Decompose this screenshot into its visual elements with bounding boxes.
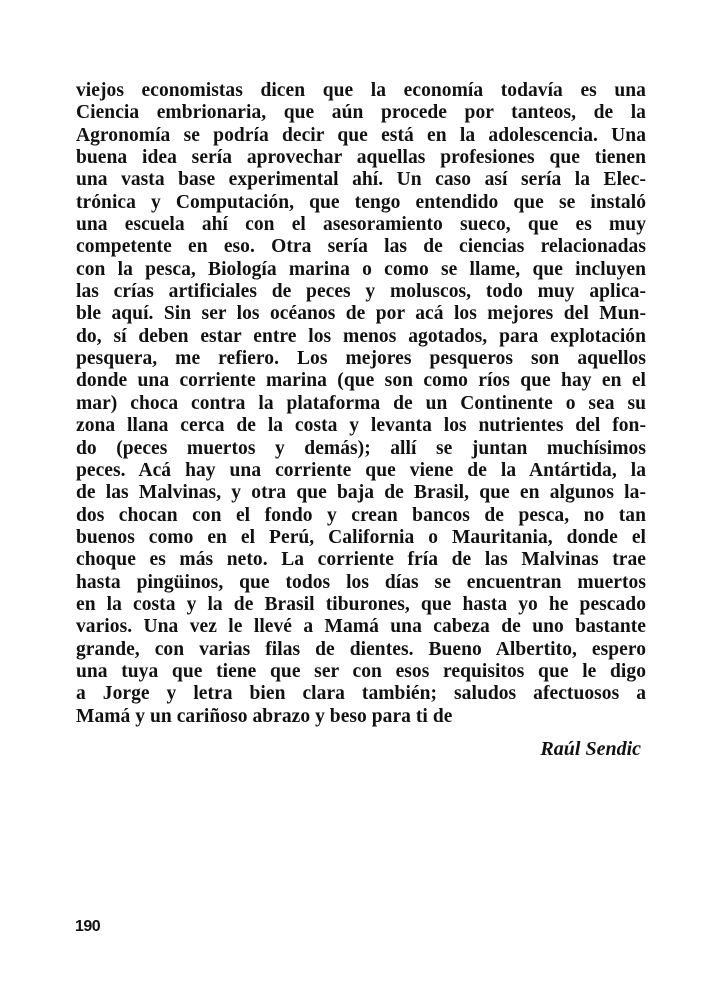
- text-line: buenos como en el Perú, California o Mauritania, donde el: [76, 526, 646, 548]
- text-line: en la costa y la de Brasil tiburones, que hasta yo he pescado: [76, 593, 646, 615]
- text-line: hasta pingüinos, que todos los días se encuentran muertos: [76, 571, 646, 593]
- text-line: una tuya que tiene que ser con esos requisitos que le digo: [76, 660, 646, 682]
- page-number: 190: [75, 918, 101, 935]
- text-line: choque es más neto. La corriente fría de las Malvinas trae: [76, 549, 646, 571]
- text-line: donde una corriente marina (que son como ríos que hay en el: [76, 370, 646, 392]
- text-line: dos chocan con el fondo y crean bancos de pesca, no tan: [76, 504, 646, 526]
- text-line: Ciencia embrionaria, que aún procede por tanteos, de la: [76, 102, 646, 124]
- text-line: viejos economistas dicen que la economía todavía es una: [76, 80, 646, 101]
- text-line: do, sí deben estar entre los menos agotados, para explotación: [76, 325, 646, 347]
- text-line: varios. Una vez le llevé a Mamá una cabeza de uno bastante: [76, 616, 646, 638]
- text-line: mar) choca contra la plataforma de un Continente o sea su: [76, 392, 646, 414]
- text-line: ble aquí. Sin ser los océanos de por acá los mejores del Mun-: [76, 303, 646, 325]
- text-line: zona llana cerca de la costa y levanta los nutrientes del fon-: [76, 415, 646, 437]
- text-line: las crías artificiales de peces y moluscos, todo muy aplica-: [76, 281, 646, 303]
- text-line: pesquera, me refiero. Los mejores pesqueros son aquellos: [76, 348, 646, 370]
- text-line: do (peces muertos y demás); allí se juntan muchísimos: [76, 437, 646, 459]
- text-line: Mamá y un cariñoso abrazo y beso para ti de: [76, 705, 453, 727]
- text-line: competente en eso. Otra sería las de ciencias relacionadas: [76, 236, 646, 258]
- text-line: trónica y Computación, que tengo entendido que se instaló: [76, 191, 646, 213]
- signature: Raúl Sendic: [540, 738, 641, 760]
- text-line: una escuela ahí con el asesoramiento sueco, que es muy: [76, 214, 646, 236]
- text-line: buena idea sería aprovechar aquellas profesiones que tienen: [76, 147, 646, 169]
- text-line: a Jorge y letra bien clara también; saludos afectuosos a: [76, 683, 646, 705]
- text-line: peces. Acá hay una corriente que viene de la Antártida, la: [76, 459, 646, 481]
- text-line: grande, con varias filas de dientes. Bueno Albertito, espero: [76, 638, 646, 660]
- letter-body: [76, 80, 646, 728]
- text-line: una vasta base experimental ahí. Un caso así sería la Elec-: [76, 169, 646, 191]
- text-line: de las Malvinas, y otra que baja de Brasil, que en algunos la-: [76, 482, 646, 504]
- text-line: Agronomía se podría decir que está en la adolescencia. Una: [76, 124, 646, 146]
- text-line: con la pesca, Biología marina o como se llame, que incluyen: [76, 258, 646, 280]
